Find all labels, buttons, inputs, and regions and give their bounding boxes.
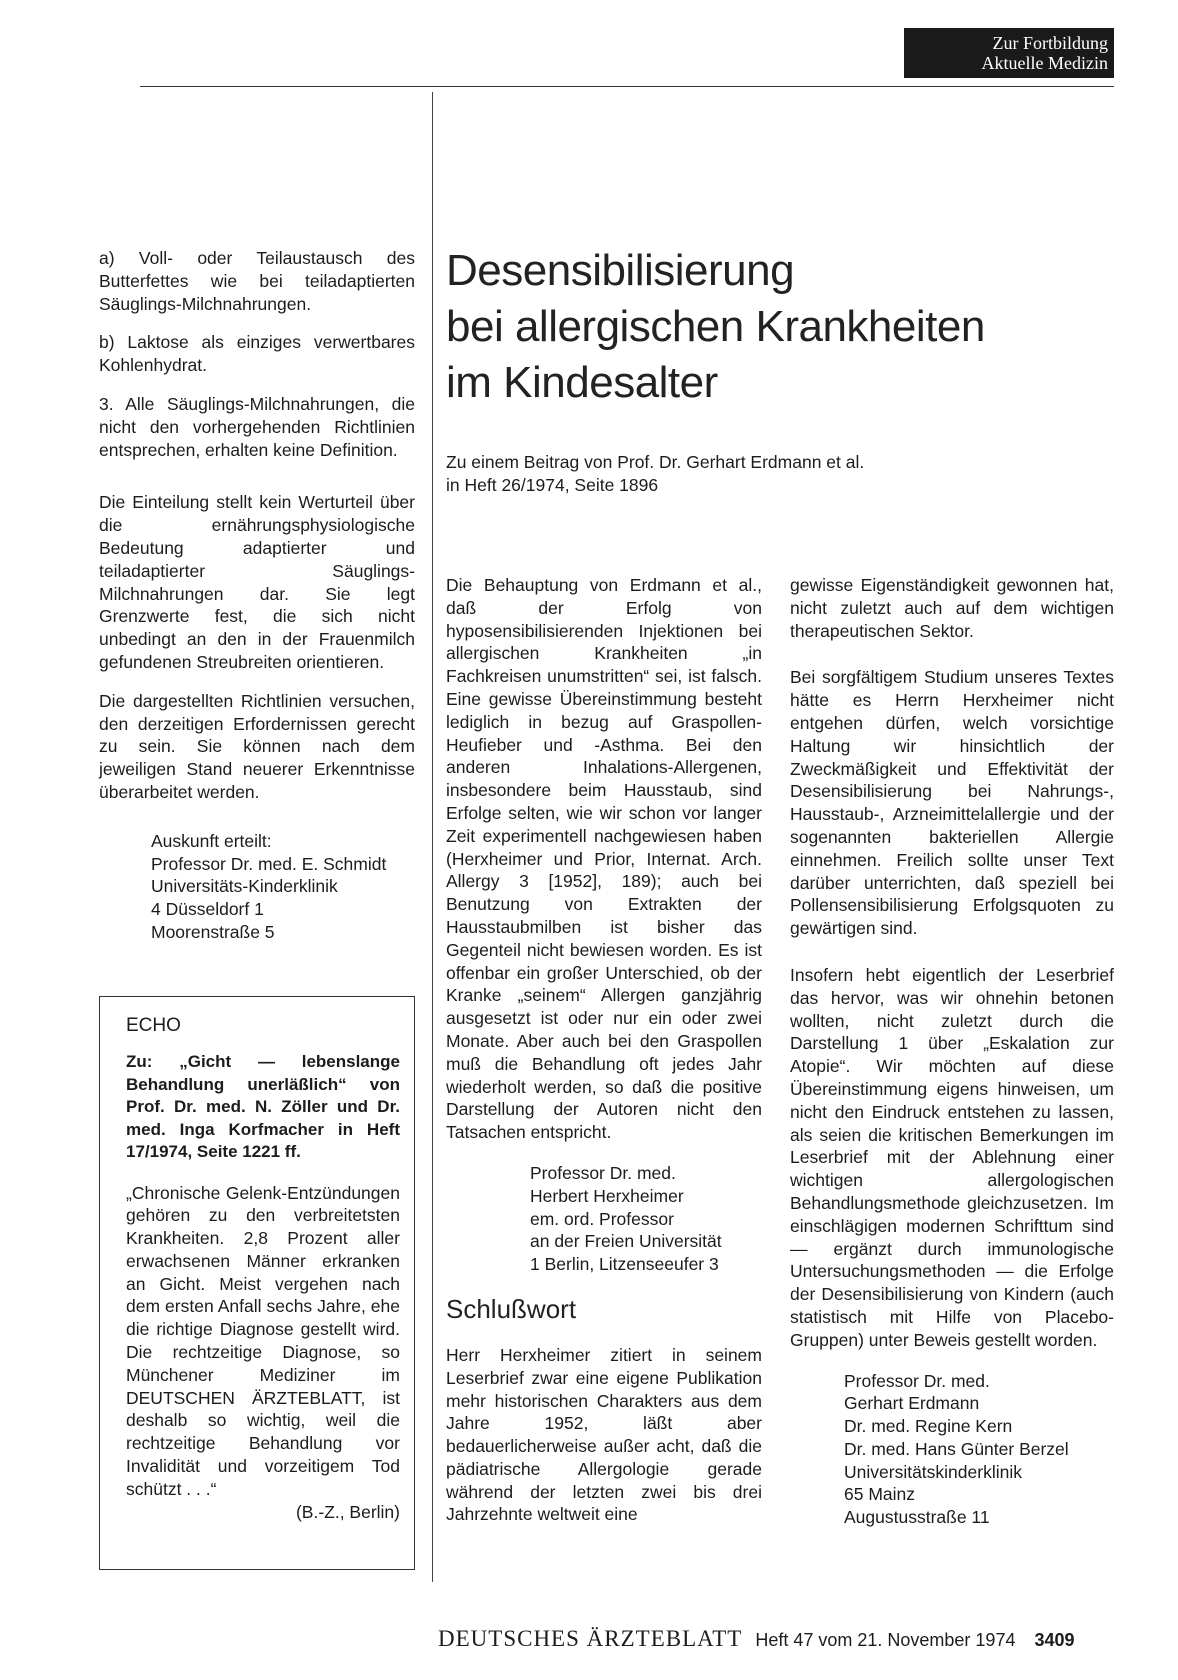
letter-paragraph: Die Behauptung von Erdmann et al., daß der Erfolg von hyposensibilisierenden Injektionen bei allergischen Krankheiten „in Fachkreisen unumstritten“ sei, ist falsch. Eine gewisse Übereinstimmung besteht lediglich in bezug auf Graspollen-Heufieber und -Asthma. Bei den anderen Inhalations-Allergenen, insbesondere beim Hausstaub, sind Erfolge selten, wie wir schon vor langer Zeit experimentell nachgewiesen haben (Herxheimer und Prior, Internat. Arch. Allergy 3 [1952], 189); auch bei Benutzung von Extrakten der Hausstaubmilben ist bisher das Gegenteil nicht bewiesen worden. Es ist offenbar ein großer Unterschied, ob der Kranke „seinem“ Allergen ganzjährig ausgesetzt ist oder nur ein oder zwei Monate. Aber auch bei den Graspollen muß die Behandlung oft jedes Jahr wiederholt werden, so daß die positive Darstellung der Autoren nicht den Tatsachen entspricht. — [446, 575, 762, 1143]
page-number: 3409 — [1034, 1630, 1075, 1650]
signature-line: Universitätskinderklinik — [844, 1461, 1022, 1482]
title-line: im Kindesalter — [446, 358, 718, 407]
section-tag-line2: Aktuelle Medizin — [981, 53, 1108, 73]
signature-line: Herbert Herxheimer — [530, 1185, 684, 1206]
page-footer — [438, 1626, 1114, 1652]
signature-line: Professor Dr. med. — [530, 1162, 676, 1183]
address-line: 4 Düsseldorf 1 — [151, 899, 264, 920]
subtitle-line: in Heft 26/1974, Seite 1896 — [446, 474, 659, 495]
left-paragraph: Die Einteilung stellt kein Werturteil über die ernährungsphysiologische Bedeutung adaptierter und teiladaptierter Säuglings-Milchnahrungen dar. Sie legt Grenzwerte fest, die sich nicht unbedingt an den in der Frauenmilch gefundenen Streubreiten orientieren. — [99, 492, 415, 672]
title-line: bei allergischen Krankheiten — [446, 302, 985, 351]
signature-line: 1 Berlin, Litzenseeufer 3 — [530, 1254, 719, 1275]
signature-line: Dr. med. Regine Kern — [844, 1416, 1013, 1437]
signature-line: 65 Mainz — [844, 1484, 916, 1505]
signature-line: Professor Dr. med. — [844, 1370, 990, 1391]
schlusswort-paragraph: Herr Herxheimer zitiert in seinem Leserbrief zwar eine eigene Publikation mehr historischen Charakters aus dem Jahre 1952, läßt aber bedauerlicherweise außer acht, daß die pädiatrische Allergologie gerade während der letzten zwei bis drei Jahrzehnte weltweit eine — [446, 1344, 762, 1525]
address-line: Moorenstraße 5 — [151, 921, 275, 942]
right-column — [790, 574, 1114, 1529]
subtitle-line: Zu einem Beitrag von Prof. Dr. Gerhart Erdmann et al. — [446, 452, 865, 472]
letter-signature — [530, 1162, 762, 1276]
column-divider — [432, 92, 433, 1582]
info-address — [151, 830, 415, 944]
echo-title: ECHO — [126, 1015, 181, 1036]
signature-line: Gerhart Erdmann — [844, 1393, 980, 1414]
address-line: Professor Dr. med. E. Schmidt — [151, 853, 387, 874]
reply-signature — [844, 1370, 1114, 1530]
left-paragraph: b) Laktose als einziges verwertbares Kohlenhydrat. — [99, 332, 415, 376]
left-paragraph: a) Voll- oder Teilaustausch des Butterfettes wie bei teiladaptierten Säuglings-Milchnahrungen. — [99, 248, 415, 314]
signature-line: em. ord. Professor — [530, 1208, 674, 1229]
section-tag — [904, 28, 1114, 78]
middle-column — [446, 574, 762, 1542]
journal-name: DEUTSCHES ÄRZTEBLATT — [438, 1626, 743, 1651]
article-title — [446, 243, 1066, 411]
echo-source: (B.-Z., Berlin) — [295, 1501, 400, 1522]
left-paragraph: 3. Alle Säuglings-Milchnahrungen, die nicht den vorhergehenden Richtlinien entsprechen, erhalten keine Definition. — [99, 393, 415, 460]
left-column — [99, 247, 415, 944]
address-line: Auskunft erteilt: — [151, 830, 272, 851]
top-rule — [140, 86, 1114, 87]
signature-line: an der Freien Universität — [530, 1231, 722, 1252]
address-line: Universitäts-Kinderklinik — [151, 876, 338, 897]
echo-box — [99, 996, 415, 1570]
right-paragraph: gewisse Eigenständigkeit gewonnen hat, nicht zuletzt auch auf dem wichtigen therapeutischen Sektor. — [790, 575, 1114, 641]
right-paragraph: Insofern hebt eigentlich der Leserbrief das hervor, was wir ohnehin betonen wollten, nicht zuletzt durch die Darstellung 1 über „Eskalation zur Atopie“. Wir möchten auf diese Übereinstimmung eigens hinweisen, um nicht den Eindruck entstehen zu lassen, als seien die kritischen Bemerkungen im Leserbrief mit der Ablehnung einer wichtigen allergologischen Behandlungsmethode gleichzusetzen. Im einschlägigen modernen Schrifttum sind — ergänzt durch immunologische Untersuchungsmethoden — die Erfolge der Desensibilisierung von Kindern (auch statistisch mit Hilfe von Placebo-Gruppen) unter Beweis gestellt worden. — [790, 964, 1114, 1350]
schlusswort-heading: Schlußwort — [446, 1293, 577, 1324]
signature-line: Augustusstraße 11 — [844, 1507, 990, 1528]
title-line: Desensibilisierung — [446, 246, 795, 295]
echo-reference: Zu: „Gicht — lebenslange Behandlung unerläßlich“ von Prof. Dr. med. N. Zöller und Dr. med. Inga Korfmacher in Heft 17/1974, Seite 1221 ff. — [126, 1052, 400, 1161]
article-subtitle — [446, 451, 1086, 497]
left-paragraph: Die dargestellten Richtlinien versuchen, den derzeitigen Erfordernissen gerecht zu sein. Sie können nach dem jeweiligen Stand neuerer Erkenntnisse überarbeitet werden. — [99, 690, 415, 802]
echo-quote: „Chronische Gelenk-Entzündungen gehören zu den verbreitetsten Krankheiten. 2,8 Prozent aller erwachsenen Männer erkranken an Gicht. Meist vergehen nach dem ersten Anfall sechs Jahre, ehe die richtige Diagnose gestellt wird. Die rechtzeitige Diagnose, so Münchener Mediziner im DEUTSCHEN ÄRZTEBLATT, ist deshalb so wichtig, weil die rechtzeitige Behandlung vor Invalidität und vorzeitigem Tod schützt . . .“ — [126, 1182, 400, 1499]
right-paragraph: Bei sorgfältigem Studium unseres Textes hätte es Herrn Herxheimer nicht entgehen dürfen, welch vorsichtige Haltung wir hinsichtlich der Zweckmäßigkeit und Effektivität der Desensibilisierung bei Nahrungs-, Hausstaub-, Arzneimittelallergie und der sogenannten bakteriellen Allergie einnehmen. Freilich sollte unser Text darüber unterrichten, daß speziell bei Pollensensibilisierung Erfolgsquoten zu gewärtigen sind. — [790, 667, 1114, 939]
signature-line: Dr. med. Hans Günter Berzel — [844, 1438, 1069, 1459]
issue-info: Heft 47 vom 21. November 1974 — [755, 1630, 1016, 1650]
section-tag-line1: Zur Fortbildung — [992, 33, 1108, 53]
